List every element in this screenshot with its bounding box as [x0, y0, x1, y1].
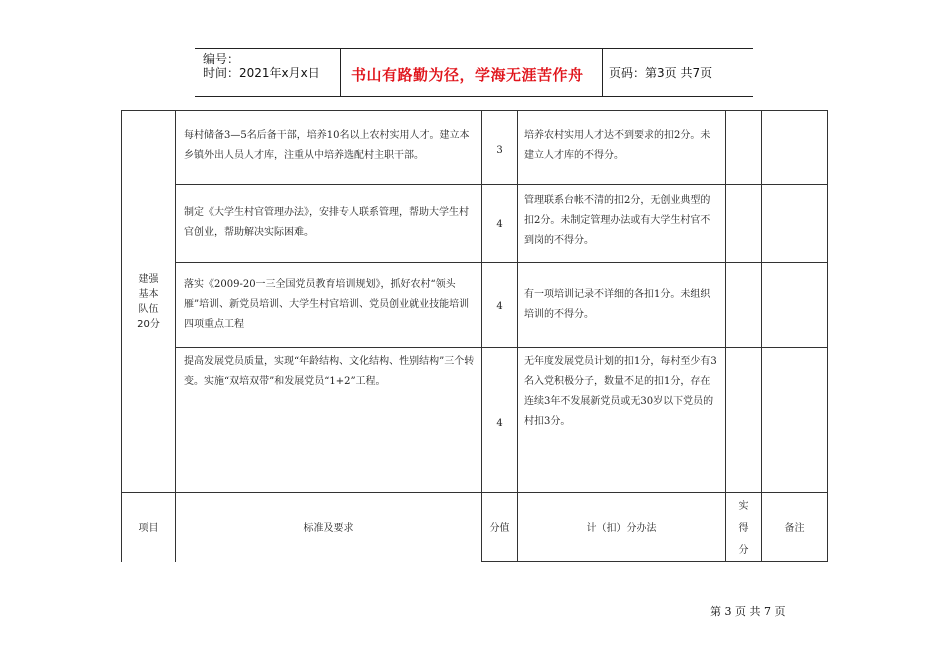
row-3-score: 4: [496, 301, 503, 312]
row-2-score: 4: [496, 219, 503, 230]
page-footer: 第 3 页 共 7 页: [710, 605, 786, 618]
document-number-label: 编号：: [203, 52, 240, 66]
row-1-score: 3: [496, 145, 503, 156]
row-3-method: 有一项培训记录不详细的各扣1分。未组织培训的不得分。: [524, 289, 711, 320]
header-divider-right: [602, 48, 603, 97]
section-label: 建强 基本 队伍 20分: [137, 274, 160, 330]
row-4-standard: 提高发展党员质量，实现“年龄结构、文化结构、性别结构”三个转变。实施“双培双带”和发展党员“1+2”工程。: [184, 356, 475, 387]
page-number-label: 页码：第3页 共7页: [609, 66, 713, 80]
column-header-method: 计（扣）分办法: [586, 523, 657, 534]
column-header-remark: 备注: [784, 523, 805, 534]
column-header-actual-score: 实 得 分: [738, 501, 749, 556]
document-date-label: 时间：2021年x月x日: [203, 66, 320, 80]
row-4-score: 4: [496, 418, 503, 429]
row-1-method: 培养农村实用人才达不到要求的扣2分。未建立人才库的不得分。: [524, 130, 711, 161]
header-motto: 书山有路勤为径，学海无涯苦作舟: [351, 66, 584, 84]
row-2-standard: 制定《大学生村官管理办法》，安排专人联系管理，帮助大学生村官创业，帮助解决实际困难。: [184, 207, 469, 238]
header-divider-left: [340, 48, 341, 97]
row-3-standard: 落实《2009-20一三全国党员教育培训规划》，抓好农村“领头雁”培训、新党员培训、大学生村官培训、党员创业就业技能培训四项重点工程: [184, 279, 470, 330]
header-bottom-rule: [195, 96, 753, 97]
column-header-item: 项目: [138, 523, 159, 534]
row-2-method: 管理联系台帐不清的扣2分，无创业典型的扣2分。未制定管理办法或有大学生村官不到岗的不得分。: [524, 195, 711, 246]
column-header-standard: 标准及要求: [303, 523, 354, 534]
row-1-standard: 每村储备3—5名后备干部，培养10名以上农村实用人才。建立本乡镇外出人员人才库，注重从中培养选配村主职干部。: [184, 130, 470, 161]
header-top-rule: [195, 48, 753, 49]
row-4-method: 无年度发展党员计划的扣1分，每村至少有3名入党积极分子，数量不足的扣1分，存在连续3年不发展新党员或无30岁以下党员的村扣3分。: [524, 356, 717, 427]
column-header-score: 分值: [489, 523, 510, 534]
